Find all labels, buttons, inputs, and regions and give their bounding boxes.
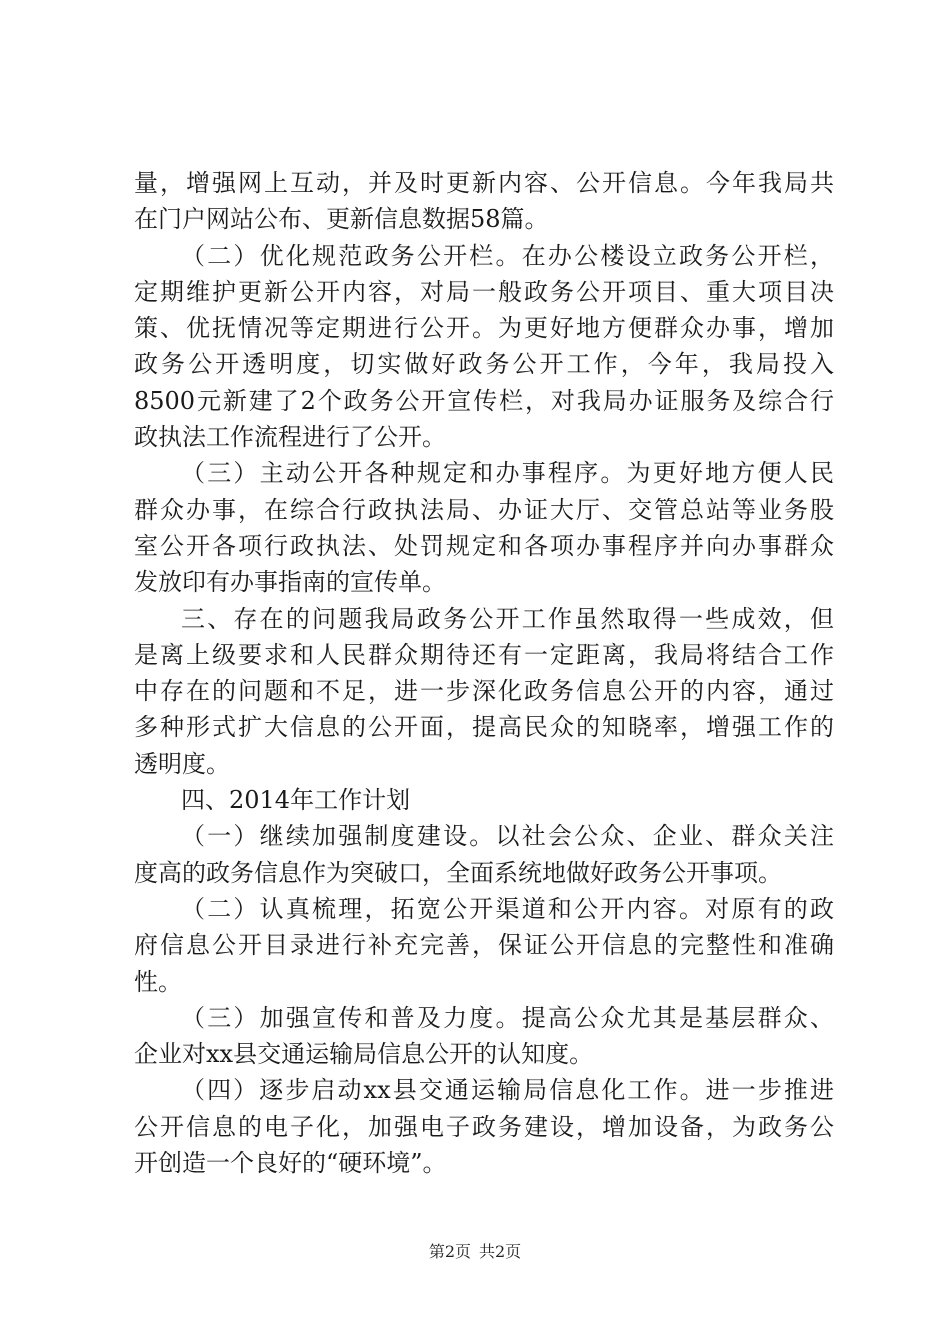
body-line: 是离上级要求和人民群众期待还有一定距离，我局将结合工作 [134, 640, 834, 669]
page-number: 第2页 [428, 1242, 471, 1261]
body-line: 府信息公开目录进行补充完善，保证公开信息的完整性和准确 [134, 931, 834, 960]
body-line: 性。 [134, 967, 182, 996]
section-heading: 四、2014年工作计划 [181, 786, 411, 815]
body-line: （四）逐步启动xx县交通运输局信息化工作。进一步推进 [181, 1076, 834, 1105]
body-line: 透明度。 [134, 749, 230, 778]
body-line: 在门户网站公布、更新信息数据58篇。 [134, 205, 549, 234]
body-line: 发放印有办事指南的宣传单。 [134, 568, 446, 597]
body-line: 企业对xx县交通运输局信息公开的认知度。 [134, 1040, 594, 1069]
body-line: 政执法工作流程进行了公开。 [134, 423, 446, 452]
body-line: （二）优化规范政务公开栏。在办公楼设立政务公开栏， [181, 241, 834, 270]
body-line: （三）主动公开各种规定和办事程序。为更好地方便人民 [181, 459, 834, 488]
body-line: 定期维护更新公开内容，对局一般政务公开项目、重大项目决 [134, 277, 834, 306]
body-line: 中存在的问题和不足，进一步深化政务信息公开的内容，通过 [134, 677, 834, 706]
body-line: 三、存在的问题我局政务公开工作虽然取得一些成效，但 [181, 604, 834, 633]
body-line: 公开信息的电子化，加强电子政务建设，增加设备，为政务公 [134, 1112, 834, 1141]
document-body [134, 165, 834, 1181]
body-line: 8500元新建了2个政务公开宣传栏，对我局办证服务及综合行 [134, 386, 834, 415]
body-line: 政务公开透明度，切实做好政务公开工作，今年，我局投入 [134, 350, 834, 379]
body-line: 度高的政务信息作为突破口，全面系统地做好政务公开事项。 [134, 858, 782, 887]
body-line: 量，增强网上互动，并及时更新内容、公开信息。今年我局共 [134, 169, 834, 197]
page-footer [0, 1242, 950, 1262]
body-line: 室公开各项行政执法、处罚规定和各项办事程序并向办事群众 [134, 531, 834, 560]
body-line: （三）加强宣传和普及力度。提高公众尤其是基层群众、 [181, 1003, 834, 1032]
body-line: 策、优抚情况等定期进行公开。为更好地方便群众办事，增加 [134, 314, 834, 343]
body-line: 群众办事，在综合行政执法局、办证大厅、交管总站等业务股 [134, 495, 834, 524]
body-line: 开创造一个良好的“硬环境”。 [134, 1149, 447, 1178]
body-line: 多种形式扩大信息的公开面，提高民众的知晓率，增强工作的 [134, 713, 834, 742]
body-line: （一）继续加强制度建设。以社会公众、企业、群众关注 [181, 822, 834, 851]
body-line: （二）认真梳理，拓宽公开渠道和公开内容。对原有的政 [181, 894, 834, 923]
page-total: 共2页 [479, 1242, 522, 1261]
